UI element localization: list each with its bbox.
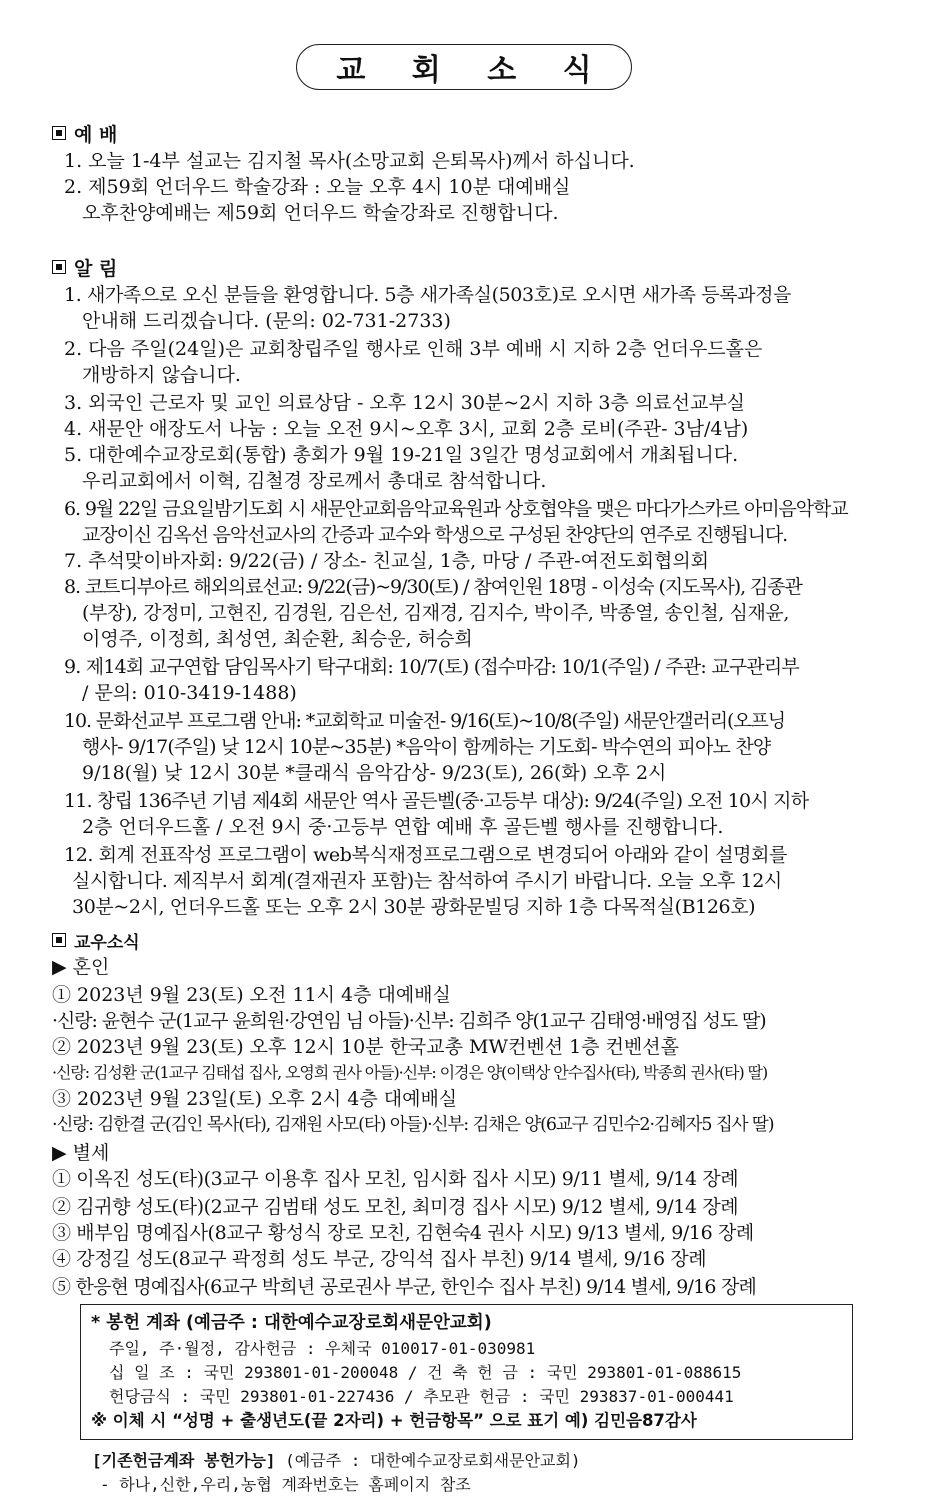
worship-line: 1. 오늘 1-4부 설교는 김지철 목사(소망교회 은퇴목사)께서 하십니다.: [64, 150, 635, 172]
donation-line: 주일, 주·월정, 감사헌금 : 우체국 010017-01-030981: [109, 1339, 536, 1358]
notice-line: 7. 추석맞이바자회: 9/22(금) / 장소- 친교실, 1층, 마당 / 주관-여전도회협의회: [64, 550, 710, 572]
donation-box: [80, 1304, 853, 1440]
square-bullet-icon: [52, 260, 66, 274]
square-bullet-icon: [52, 933, 66, 947]
notice-line: 30분~2시, 언더우드홀 또는 오후 2시 30분 광화문빌딩 지하 1층 다목적실(B126호): [72, 896, 756, 918]
notice-line: 6. 9월 22일 금요일밤기도회 시 새문안교회음악교육원과 상호협약을 맺은 마다가스카르 아미음악학교: [64, 498, 848, 520]
wedding-label: ▶ 혼인: [52, 956, 110, 978]
death-line: ③ 배부임 명예집사(8교구 황성식 장로 모친, 김현숙4 권사 시모) 9/13 별세, 9/16 장례: [52, 1222, 754, 1244]
notice-line: 2층 언더우드홀 / 오전 9시 중·고등부 연합 예배 후 골든벨 행사를 진행합니다.: [82, 816, 724, 838]
notice-line: 행사- 9/17(주일) 낮 12시 10분~35분) *음악이 함께하는 기도회- 박수연의 피아노 찬양: [82, 736, 771, 758]
death-label: ▶ 별세: [52, 1142, 110, 1164]
wedding-line: ·신랑: 윤현수 군(1교구 윤희원·강연임 님 아들)·신부: 김희주 양(1교구 김태영·배영집 성도 딸): [52, 1010, 766, 1032]
notice-line: 8. 코트디부아르 해외의료선교: 9/22(금)~9/30(토) / 참여인원 18명 - 이성숙 (지도목사), 김종관: [64, 576, 802, 598]
existing-account-line: [0, 1448, 937, 1474]
wedding-line: ② 2023년 9월 23(토) 오후 12시 10분 한국교총 MW컨벤션 1층 컨벤션홀: [52, 1036, 679, 1058]
notice-line: 12. 회계 전표작성 프로그램이 web복식재정프로그램으로 변경되어 아래와 같이 설명회를: [64, 844, 788, 866]
wedding-line: ·신랑: 김성환 군(1교구 김태섭 집사, 오영희 권사 아들)·신부: 이경은 양(이택상 안수집사(타), 박종희 권사(타) 딸): [52, 1063, 768, 1082]
notice-line: 우리교회에서 이혁, 김철경 장로께서 총대로 참석합니다.: [82, 470, 547, 492]
wedding-line: ③ 2023년 9월 23일(토) 오후 2시 4층 대예배실: [52, 1088, 458, 1110]
existing-account-label: [기존헌금계좌 봉헌가능]: [92, 1451, 276, 1470]
death-line: ① 이옥진 성도(타)(3교구 이용후 집사 모친, 임시화 집사 시모) 9/11 별세, 9/14 장례: [52, 1168, 739, 1190]
notice-line: 11. 창립 136주년 기념 제4회 새문안 역사 골든벨(중·고등부 대상): 9/24(주일) 오전 10시 지하: [64, 790, 809, 812]
members-heading: 교우소식: [52, 928, 140, 953]
donation-note: ※ 이체 시 “성명 + 출생년도(끝 2자리) + 헌금항목” 으로 표기 예) 김민음87감사: [91, 1411, 697, 1430]
notice-line: 5. 대한예수교장로회(통합) 총회가 9월 19-21일 3일간 명성교회에서 개최됩니다.: [64, 444, 739, 466]
worship-line: 2. 제59회 언더우드 학술강좌 : 오늘 오후 4시 10분 대예배실: [64, 176, 571, 198]
worship-line: 오후찬양예배는 제59회 언더우드 학술강좌로 진행합니다.: [82, 202, 559, 224]
worship-heading: 예 배: [52, 120, 117, 147]
existing-account-banks: - 하나,신한,우리,농협 계좌번호는 홈페이지 참조: [100, 1475, 471, 1494]
notice-line: 4. 새문안 애장도서 나눔 : 오늘 오전 9시~오후 3시, 교회 2층 로비(주관- 3남/4남): [64, 418, 749, 440]
notice-line: 9/18(월) 낮 12시 30분 *클래식 음악감상- 9/23(토), 26(화) 오후 2시: [82, 762, 667, 784]
death-line: ⑤ 한응현 명예집사(6교구 박희년 공로권사 부군, 한인수 집사 부친) 9/14 별세, 9/16 장례: [52, 1276, 757, 1298]
death-line: ② 김귀향 성도(타)(2교구 김범태 성도 모친, 최미경 집사 시모) 9/12 별세, 9/14 장례: [52, 1196, 739, 1218]
existing-account-owner: (예금주 : 대한예수교장로회새문안교회): [285, 1451, 581, 1470]
wedding-line: ① 2023년 9월 23(토) 오전 11시 4층 대예배실: [52, 984, 451, 1006]
wedding-line: ·신랑: 김한결 군(김인 목사(타), 김재원 사모(타) 아들)·신부: 김채은 양(6교구 김민수2·김혜자5 집사 딸): [52, 1115, 774, 1135]
notice-line: 개방하지 않습니다.: [82, 364, 241, 386]
notice-line: 실시합니다. 제직부서 회계(결재권자 포함)는 참석하여 주시기 바랍니다. 오늘 오후 12시: [72, 870, 782, 892]
notice-line: 1. 새가족으로 오신 분들을 환영합니다. 5층 새가족실(503호)로 오시면 새가족 등록과정을: [64, 284, 791, 306]
donation-line: 헌당금식 : 국민 293801-01-227436 / 추모관 헌금 : 국민 293837-01-000441: [109, 1387, 734, 1406]
notice-line: 3. 외국인 근로자 및 교인 의료상담 - 오후 12시 30분~2시 지하 3층 의료선교부실: [64, 392, 746, 414]
notice-line: / 문의: 010-3419-1488): [82, 682, 297, 704]
donation-line: 십 일 조 : 국민 293801-01-200048 / 건 축 헌 금 : 국민 293801-01-088615: [109, 1363, 742, 1382]
notice-line: 안내해 드리겠습니다. (문의: 02-731-2733): [82, 310, 451, 332]
notice-line: 이영주, 이정희, 최성연, 최순환, 최승운, 허승희: [82, 628, 473, 650]
notice-line: 2. 다음 주일(24일)은 교회창립주일 행사로 인해 3부 예배 시 지하 2층 언더우드홀은: [64, 338, 763, 360]
square-bullet-icon: [52, 126, 66, 140]
death-line: ④ 강정길 성도(8교구 곽정희 성도 부군, 강익석 집사 부친) 9/14 별세, 9/16 장례: [52, 1248, 707, 1270]
notice-line: 10. 문화선교부 프로그램 안내: *교회학교 미술전- 9/16(토)~10/8(주일) 새문안갤러리(오프닝: [64, 710, 786, 732]
notice-line: 9. 제14회 교구연합 담임목사기 탁구대회: 10/7(토) (접수마감: 10/1(주일) / 주관: 교구관리부: [64, 656, 799, 678]
donation-heading: * 봉헌 계좌 (예금주 : 대한예수교장로회새문안교회): [91, 1313, 492, 1333]
page-title: 교 회 소 식: [336, 53, 610, 88]
notice-line: 교장이신 김옥선 음악선교사의 간증과 교수와 학생으로 구성된 찬양단의 연주로 진행됩니다.: [82, 524, 788, 546]
title-box: [296, 44, 632, 90]
notices-heading: 알 림: [52, 254, 117, 281]
notice-line: (부장), 강정미, 고현진, 김경원, 김은선, 김재경, 김지수, 박이주, 박종열, 송인철, 심재윤,: [82, 602, 789, 624]
